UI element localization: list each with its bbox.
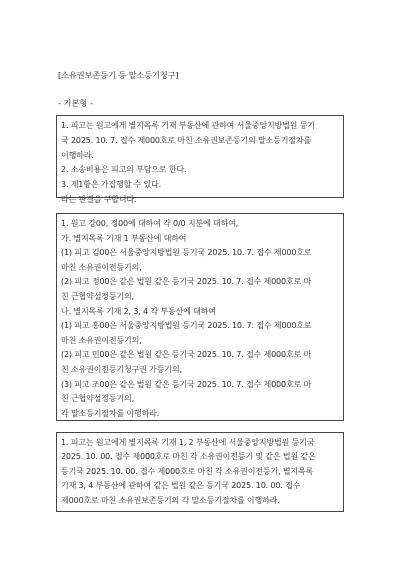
claim-text-line: 각 말소등기절차를 이행하라. bbox=[61, 408, 160, 418]
claim-text-line: (3) 피고 조00은 같은 법원 같은 등기국 2025. 10. 7. 접수 제000호로 마 bbox=[61, 379, 312, 389]
claim-text-line: 1. 원고 강00, 정00에 대하여 각 0/0 지분에 대하여, bbox=[61, 219, 239, 228]
claim-text-line: 라는 판결을 구합니다. bbox=[61, 194, 137, 204]
claim-text-line: 제000호로 마친 소유권보존등기의 각 말소등기절차를 이행하라. bbox=[61, 495, 280, 505]
claim-text-line: 1. 피고는 원고에게 별지목록 기재 부동산에 관하여 서울중앙지방법원 등기 bbox=[61, 121, 315, 130]
claim-text-line: 가. 별지목록 기재 1 부동산에 대하여 bbox=[61, 233, 187, 243]
claim-text-line: 나. 별지목록 기재 2, 3, 4 각 부동산에 대하여 bbox=[61, 306, 216, 316]
claim-text-line: 국 2025. 10. 7. 접수 제000호로 마친 소유권보존등기의 말소등기절차를 bbox=[61, 135, 312, 145]
section-subheading: - 기본형 - bbox=[58, 98, 93, 108]
claim-box-basic bbox=[56, 115, 344, 204]
claim-box-multiple-defendants bbox=[56, 213, 344, 421]
claim-text-line: 2. 소송비용은 피고의 부담으로 한다. bbox=[61, 165, 187, 175]
claim-text-line: 기재 3, 4 부동산에 관하여 같은 법원 같은 등기국 2025. 10. 00. 접수 bbox=[61, 481, 301, 491]
claim-text-line: (2) 피고 민00은 같은 법원 같은 등기국 2025. 10. 7. 접수 제000호로 마 bbox=[61, 350, 312, 360]
claim-text-line: (2) 피고 정00은 같은 법원 같은 등기국 2025. 10. 7. 접수 제000호로 마 bbox=[61, 277, 312, 287]
claim-text-line: 3. 제1항은 가집행할 수 있다. bbox=[61, 180, 162, 190]
claim-text-line: (1) 피고 김00은 서울중앙지방법원 등기국 2025. 10. 7. 접수 제000호로 bbox=[61, 248, 312, 258]
claim-text-line: 마친 소유권이전등기의, bbox=[61, 335, 142, 345]
claim-text-line: 이행하라. bbox=[61, 150, 94, 160]
claim-text-line: 친 근협약설정등기의, bbox=[61, 291, 134, 301]
claim-text-line: 2025. 10. 00. 접수 제000호로 마친 각 소유권이전등기 및 같은 법원 같은 bbox=[61, 452, 316, 462]
claim-text-line: 친 근협약설정등기의, bbox=[61, 394, 134, 404]
claim-text-line: 1. 피고는 원고에게 별지목록 기재 1, 2 부동산에 서울중앙지방법원 등기국 bbox=[61, 438, 315, 447]
claim-text-line: 등기국 2025. 10. 00. 접수 제000호로 마친 각 소유권이전등기, 별지목록 bbox=[61, 466, 314, 476]
document-title: [소유권보존등기 등 말소등기청구] bbox=[58, 70, 179, 80]
claim-text-line: (1) 피고 홍00은 서울중앙지방법원 등기국 2025. 10. 7. 접수 제000호로 bbox=[61, 321, 312, 331]
claim-text-line: 친 소유권이전등기청구권 가등기의, bbox=[61, 364, 182, 374]
claim-box-preservation bbox=[56, 432, 344, 512]
claim-text-line: 마친 소유권이전등기의, bbox=[61, 262, 142, 272]
